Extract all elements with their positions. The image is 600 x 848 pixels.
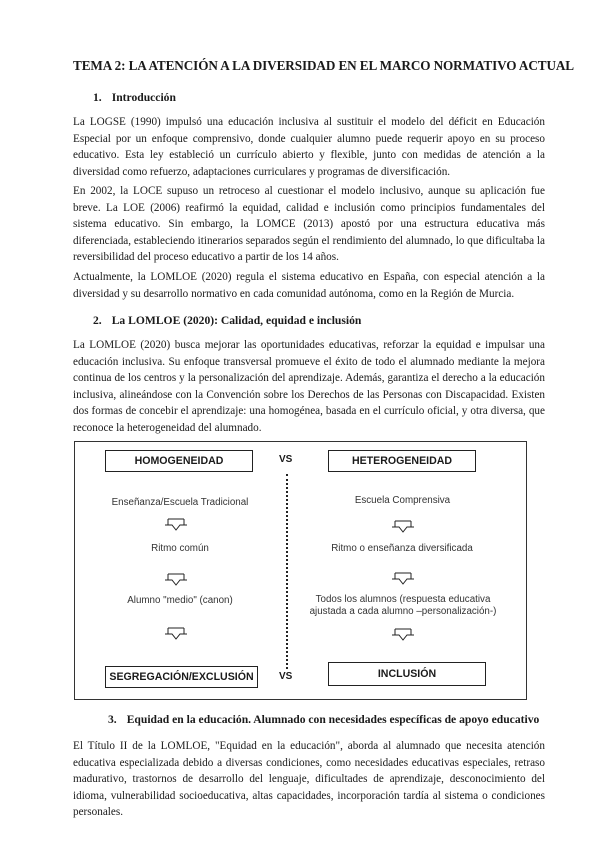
section-2-heading: [93, 314, 361, 327]
section-3-number: 3.: [108, 713, 117, 726]
section-1-paragraph-1: La LOGSE (1990) impulsó una educación inclusiva al sustituir el modelo del déficit en Educación Especial por un enfoque comprensivo, donde cualquier alumno puede requerir apoyo en su proceso educativo. Esta ley estableció un currículo abierto y flexible, junto con medidas de atención a la diversidad como refuerzo, adaptaciones curriculares y programas de diversificación.: [73, 116, 545, 178]
homogeneity-vs-heterogeneity-diagram: [74, 441, 527, 700]
section-1-paragraph-3: Actualmente, la LOMLOE (2020) regula el sistema educativo en España, con especial atención a la diversidad y su desarrollo normativo en cada comunidad autónoma, como en la Región de Murcia.: [73, 271, 545, 300]
section-2-number: 2.: [93, 314, 102, 327]
page-title: TEMA 2: LA ATENCIÓN A LA DIVERSIDAD EN EL MARCO NORMATIVO ACTUAL: [73, 58, 574, 73]
vs-bottom-label: VS: [279, 671, 293, 682]
left-arrow-1-icon: [164, 518, 188, 531]
right-arrow-3-icon: [391, 628, 415, 641]
left-arrow-2-icon: [164, 573, 188, 586]
segregation-exclusion-box: SEGREGACIÓN/EXCLUSIÓN: [105, 666, 258, 688]
vs-top-label: VS: [279, 454, 293, 465]
right-arrow-1-icon: [391, 520, 415, 533]
left-arrow-3-icon: [164, 627, 188, 640]
section-3-paragraph-1: El Título II de la LOMLOE, "Equidad en la educación", aborda al alumnado que necesita atención educativa especializada debido a diversas condiciones, como necesidades educativas especiales, retraso madurativo, trastornos de desarrollo del lenguaje, dificultades de aprendizaje, desconocimiento del idioma, vulnerabilidad socioeducativa, altas capacidades, incorporación tardía al sistema o condiciones personales.: [73, 740, 545, 819]
section-1-heading: [93, 91, 176, 104]
section-3-title: Equidad en la educación. Alumnado con necesidades específicas de apoyo educativo: [126, 713, 540, 726]
section-1-title: Introducción: [111, 91, 176, 104]
section-2-title: La LOMLOE (2020): Calidad, equidad e inclusión: [111, 314, 362, 327]
section-3-heading: [108, 713, 539, 726]
section-1-number: 1.: [93, 91, 102, 104]
homogeneity-box: HOMOGENEIDAD: [105, 450, 253, 472]
section-1-paragraph-2: En 2002, la LOCE supuso un retroceso al cuestionar el modelo inclusivo, aunque su aplicación fue breve. La LOE (2006) reafirmó la equidad, calidad e inclusión como principios fundamentales del sistema educativo. Sin embargo, la LOMCE (2013) apostó por una estructura educativa más diferenciada, estableciendo itinerarios separados según el rendimiento del alumnado, lo que dificultaba la reversibilidad del proceso educativo a partir de los 14 años.: [73, 185, 545, 264]
right-step-3: Todos los alumnos (respuesta educativa ajustada a cada alumno –personalización-): [309, 594, 497, 617]
dotted-divider: [286, 474, 288, 669]
right-step-1: Escuela Comprensiva: [354, 495, 451, 506]
right-arrow-2-icon: [391, 572, 415, 585]
left-step-1: Enseñanza/Escuela Tradicional: [111, 497, 249, 508]
heterogeneity-box: HETEROGENEIDAD: [328, 450, 476, 472]
left-step-2: Ritmo común: [151, 543, 209, 554]
right-step-2: Ritmo o enseñanza diversificada: [331, 543, 473, 554]
left-step-3: Alumno "medio" (canon): [127, 595, 233, 606]
section-2-paragraph-1: La LOMLOE (2020) busca mejorar las oportunidades educativas, reforzar la equidad e impulsar una educación inclusiva. Su enfoque transversal promueve el éxito de todo el alumnado mediante la mejora continua de los centros y la personalización del aprendizaje. Además, garantiza el derecho a la educación inclusiva, alineándose con la Convención sobre los Derechos de las Personas con Discapacidad. Existen dos formas de concebir el aprendizaje: una homogénea, basada en el currículo oficial, y otra diversa, que reconoce la heterogeneidad del alumnado.: [73, 339, 545, 434]
inclusion-box: INCLUSIÓN: [328, 662, 486, 686]
